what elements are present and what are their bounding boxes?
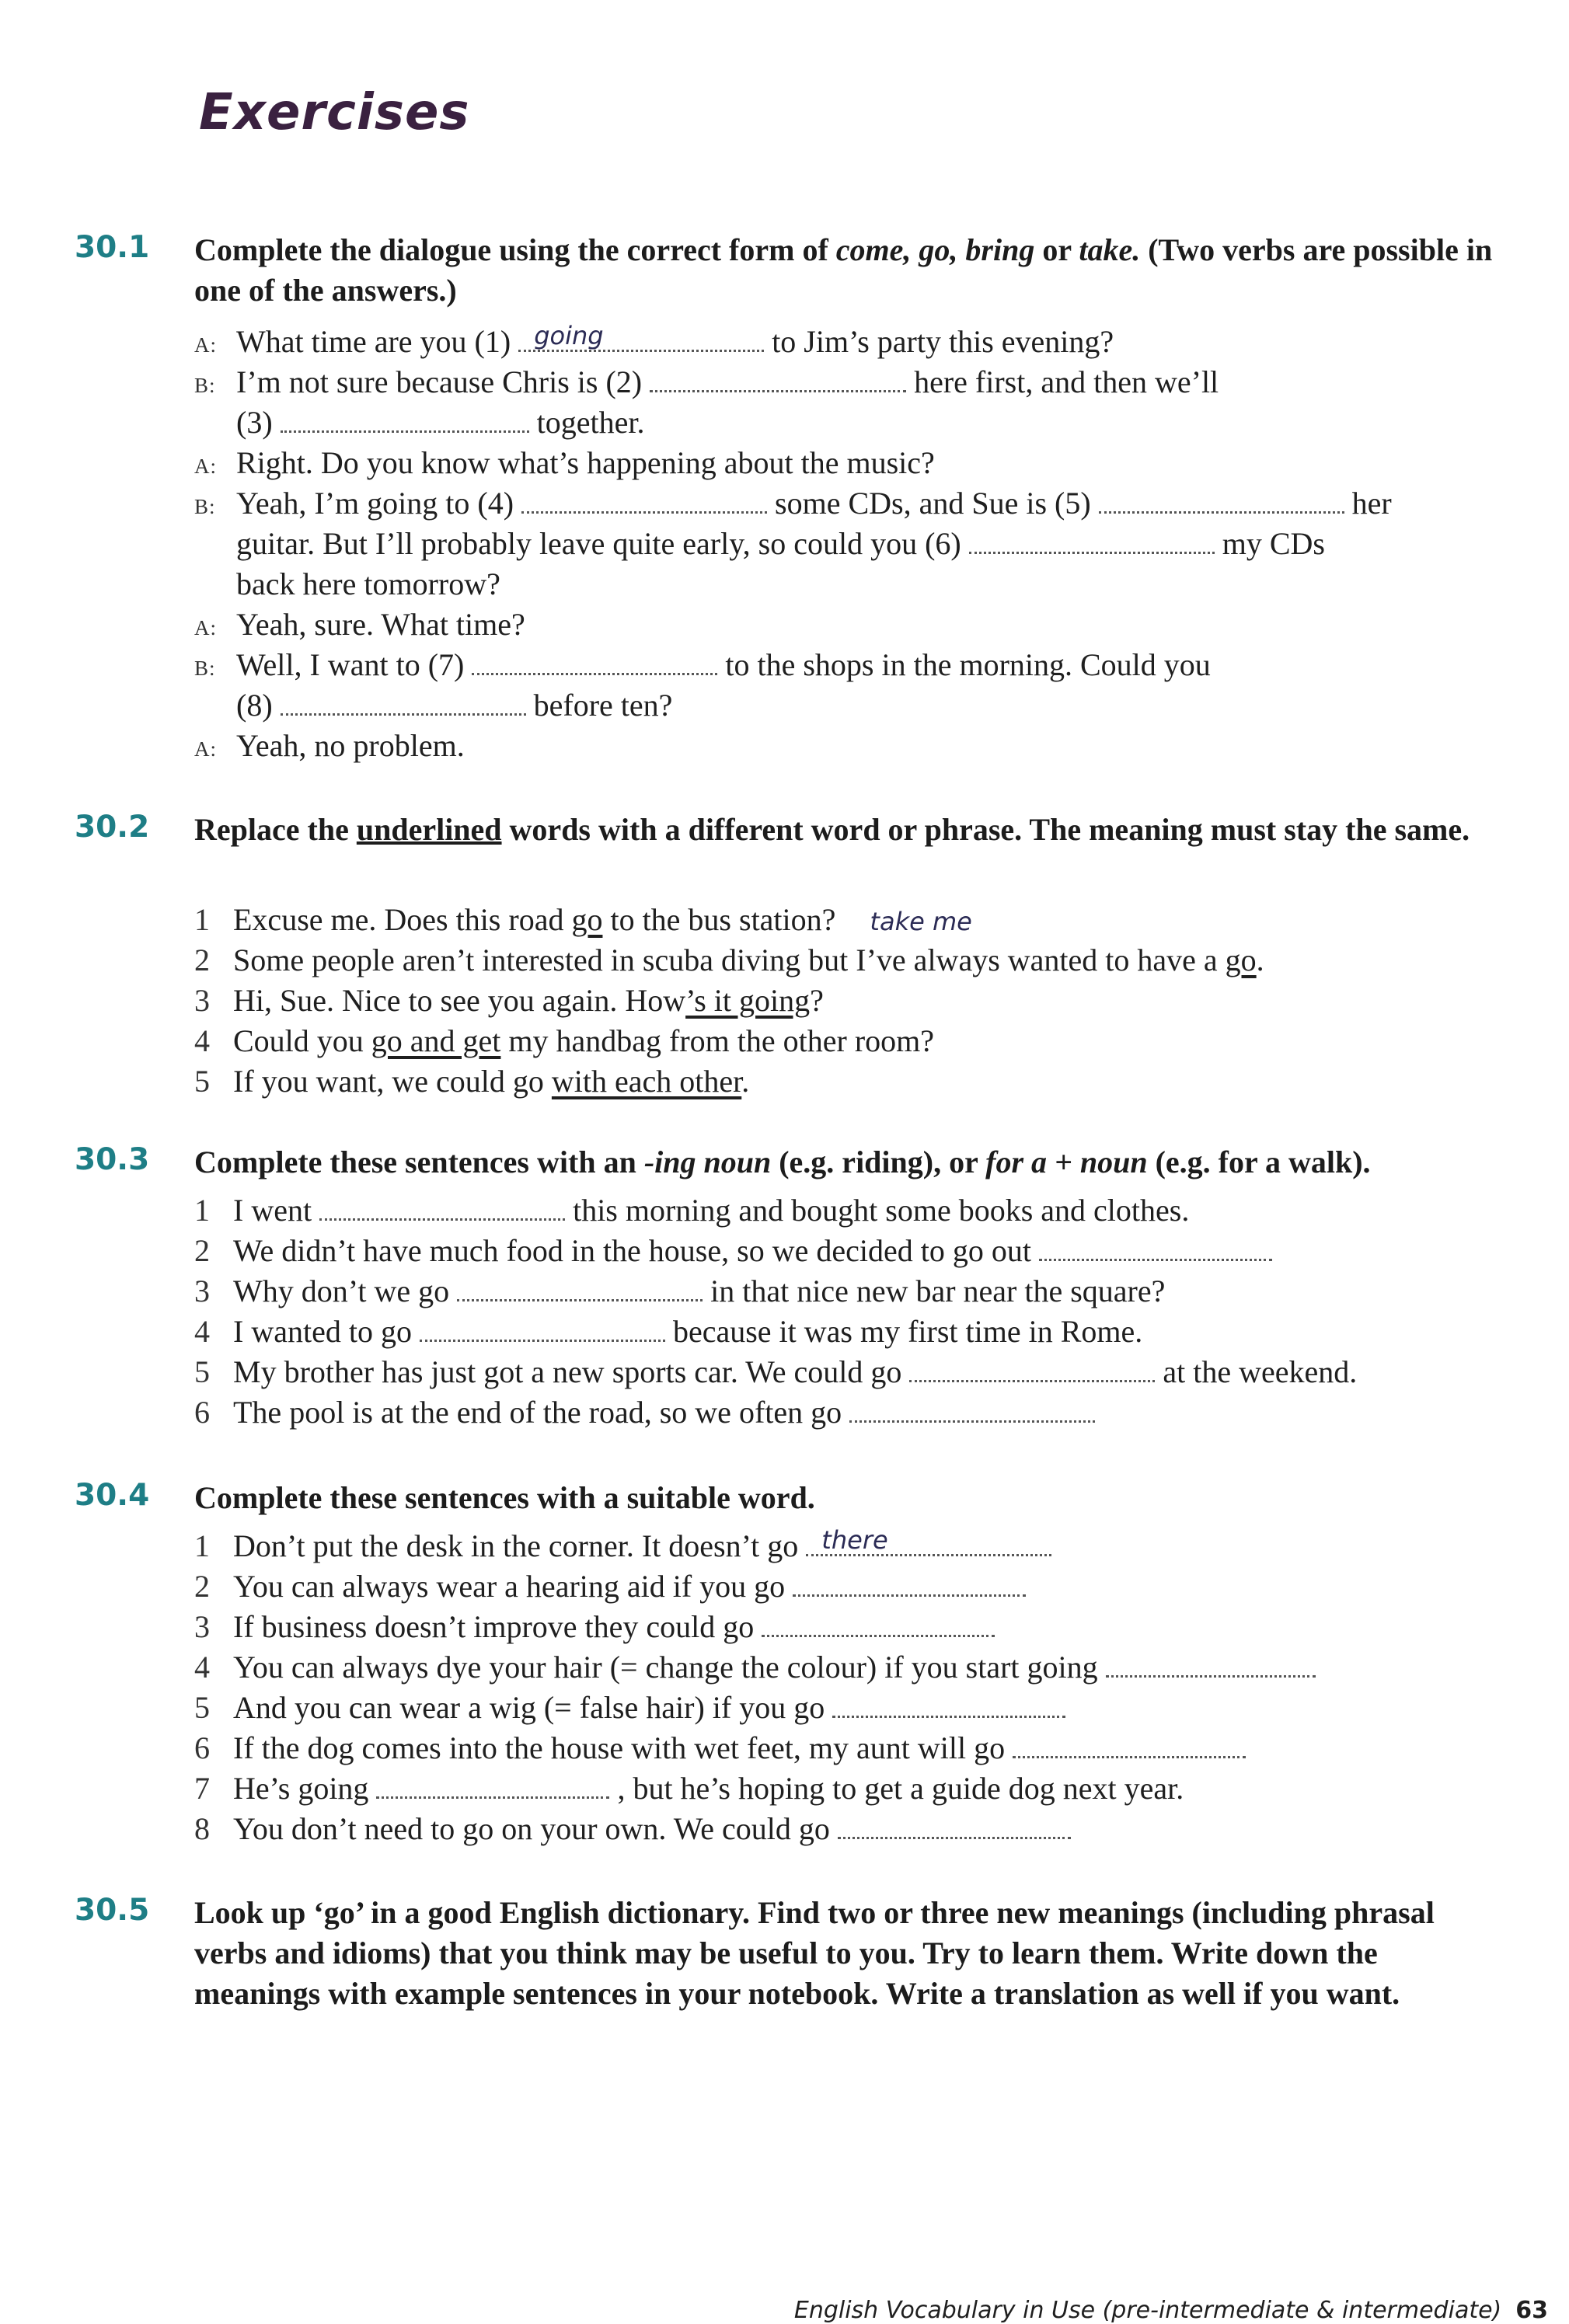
handwritten-answer: going xyxy=(534,321,604,350)
speaker-label: B: xyxy=(194,495,216,518)
list-item: 3 Why don’t we go in that nice new bar near the square? xyxy=(194,1273,1166,1308)
list-item: 2 Some people aren’t interested in scuba diving but I’ve always wanted to have a go. xyxy=(194,942,1264,977)
list-item: 5 And you can wear a wig (= false hair) if you go xyxy=(194,1688,1531,1728)
dialogue-line: B: I’m not sure because Chris is (2) here first, and then we’ll xyxy=(194,362,1531,402)
speaker-label: A: xyxy=(194,737,217,761)
dialogue-line: B: Yeah, I’m going to (4) some CDs, and Sue is (5) her xyxy=(194,483,1531,524)
answer-blank[interactable] xyxy=(650,364,906,392)
answer-blank[interactable] xyxy=(420,1313,665,1342)
list-item: 6 The pool is at the end of the road, so we often go xyxy=(194,1392,1531,1433)
answer-blank[interactable] xyxy=(281,404,529,433)
dialogue-line: guitar. But I’ll probably leave quite early, so could you (6) my CDs xyxy=(236,526,1325,561)
handwritten-answer: take me xyxy=(870,907,972,936)
speaker-label: A: xyxy=(194,455,217,478)
list-item: 8 You don’t need to go on your own. We could go xyxy=(194,1809,1531,1849)
answer-blank[interactable] xyxy=(1106,1649,1316,1678)
exercise-instruction: Complete the dialogue using the correct form of come, go, bring or take. (Two verbs are possible in one of the answers.) xyxy=(194,232,1493,308)
answer-blank[interactable] xyxy=(849,1394,1095,1423)
page-title: Exercises xyxy=(199,84,470,141)
dialogue-line: (8) before ten? xyxy=(236,688,673,723)
answer-blank[interactable] xyxy=(762,1608,995,1637)
answer-blank[interactable] xyxy=(969,525,1215,554)
answer-blank[interactable] xyxy=(518,323,764,352)
exercise-number: 30.5 xyxy=(75,1893,150,1928)
answer-blank[interactable] xyxy=(472,646,717,675)
dialogue-line: back here tomorrow? xyxy=(236,566,500,601)
answer-blank[interactable] xyxy=(832,1689,1065,1718)
list-item: 3 Hi, Sue. Nice to see you again. How’s it going? xyxy=(194,983,824,1018)
answer-blank[interactable] xyxy=(376,1770,609,1799)
list-item: 7 He’s going , but he’s hoping to get a guide dog next year. xyxy=(194,1771,1184,1806)
answer-blank[interactable] xyxy=(793,1568,1026,1597)
speaker-label: A: xyxy=(194,616,217,639)
book-title: English Vocabulary in Use (pre-intermediate & intermediate) xyxy=(793,2297,1502,2324)
exercise-instruction: Complete these sentences with an -ing noun (e.g. riding), or for a + noun (e.g. for a walk). xyxy=(194,1145,1371,1179)
answer-blank[interactable] xyxy=(521,485,767,514)
list-item: 4 I wanted to go because it was my first time in Rome. xyxy=(194,1314,1143,1349)
handwritten-answer: there xyxy=(821,1525,888,1555)
exercise-number: 30.3 xyxy=(75,1142,150,1177)
answer-blank[interactable] xyxy=(1099,485,1344,514)
speaker-label: B: xyxy=(194,374,216,397)
answer-blank[interactable] xyxy=(909,1354,1155,1382)
page-footer xyxy=(779,2297,1548,2324)
answer-blank[interactable] xyxy=(281,687,526,716)
list-item: 1 Excuse me. Does this road go to the bus station? take me xyxy=(194,902,972,937)
speaker-label: B: xyxy=(194,657,216,680)
dialogue-line: A: Yeah, no problem. xyxy=(194,726,1531,766)
dialogue-line: A: Right. Do you know what’s happening about the music? xyxy=(194,443,1531,483)
answer-blank[interactable] xyxy=(457,1273,703,1301)
answer-blank[interactable] xyxy=(1013,1730,1246,1758)
answer-blank[interactable] xyxy=(838,1810,1071,1839)
list-item: 6 If the dog comes into the house with wet feet, my aunt will go xyxy=(194,1728,1531,1768)
answer-blank[interactable] xyxy=(806,1525,1051,1556)
answer-blank[interactable] xyxy=(319,1192,565,1221)
list-item: 4 Could you go and get my handbag from the other room? xyxy=(194,1023,935,1058)
list-item: 1 Don’t put the desk in the corner. It doesn’t go there xyxy=(194,1526,1531,1566)
list-item: 3 If business doesn’t improve they could go xyxy=(194,1607,1531,1647)
page-number: 63 xyxy=(1515,2297,1548,2324)
exercise-instruction: Replace the underlined words with a different word or phrase. The meaning must stay the same. xyxy=(194,812,1470,847)
exercise-instruction: Look up ‘go’ in a good English dictionary. Find two or three new meanings (including phrasal verbs and idioms) that you think may be useful to you. Try to learn them. Write down the meanings with example sentences in your notebook. Write a translation as well if you want. xyxy=(194,1895,1435,2011)
list-item: 2 We didn’t have much food in the house, so we decided to go out xyxy=(194,1231,1531,1271)
list-item: 4 You can always dye your hair (= change the colour) if you start going xyxy=(194,1647,1531,1688)
dialogue-line: A: What time are you (1) going to Jim’s party this evening? xyxy=(194,322,1531,362)
dialogue-line: A: Yeah, sure. What time? xyxy=(194,605,1531,645)
answer-blank[interactable] xyxy=(1039,1232,1272,1261)
dialogue-line: (3) together. xyxy=(236,405,645,440)
exercise-number: 30.2 xyxy=(75,810,150,845)
list-item: 2 You can always wear a hearing aid if you go xyxy=(194,1566,1531,1607)
speaker-label: A: xyxy=(194,333,217,357)
exercise-instruction: Complete these sentences with a suitable word. xyxy=(194,1480,815,1515)
dialogue-line: B: Well, I want to (7) to the shops in the morning. Could you xyxy=(194,645,1531,685)
exercise-number: 30.4 xyxy=(75,1478,150,1513)
exercise-number: 30.1 xyxy=(75,230,150,265)
list-item: 1 I went this morning and bought some books and clothes. xyxy=(194,1193,1190,1228)
list-item: 5 My brother has just got a new sports car. We could go at the weekend. xyxy=(194,1354,1358,1389)
list-item: 5 If you want, we could go with each other. xyxy=(194,1064,750,1099)
